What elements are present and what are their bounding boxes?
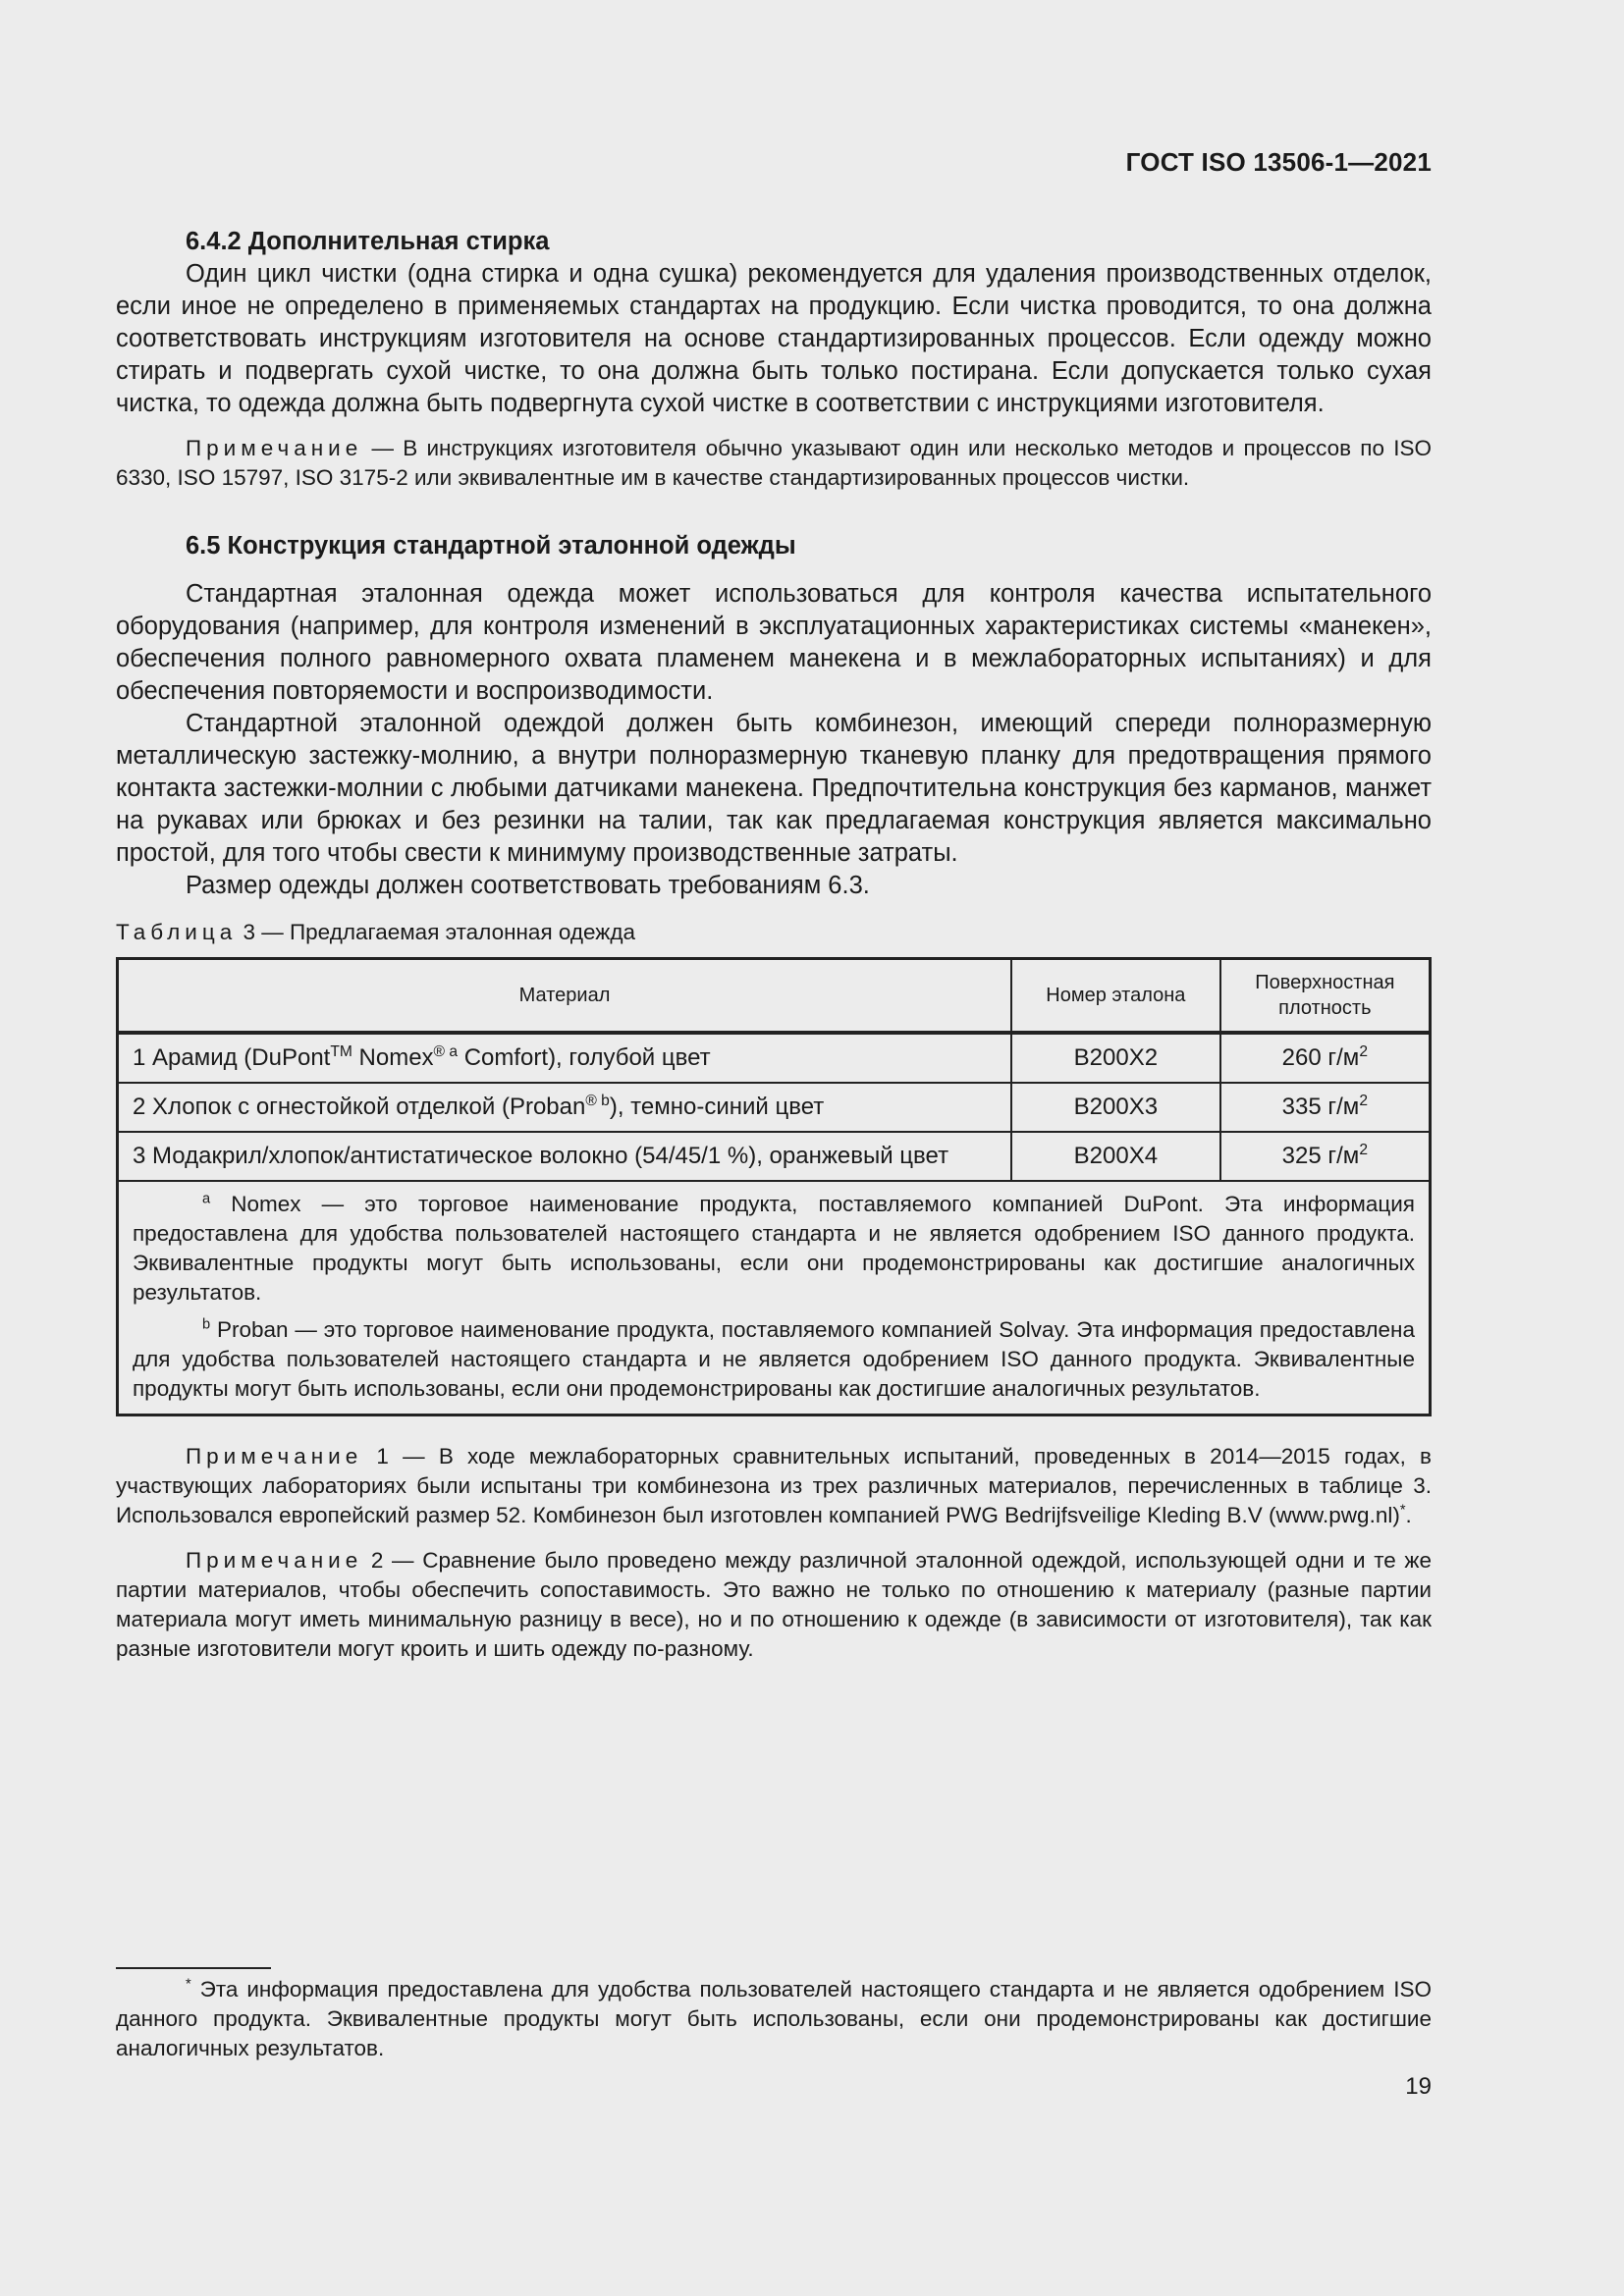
column-header-density: Поверхностная плотность <box>1220 959 1431 1034</box>
code-cell: B200X4 <box>1011 1132 1220 1181</box>
density-cell: 335 $г/м^2$ <box>1220 1083 1431 1132</box>
footnote-separator <box>116 1967 271 1969</box>
document-code: ГОСТ ISO 13506-1—2021 <box>1125 147 1432 177</box>
table-footnote-b: $^b$ Proban — это торговое наименование продукта, поставляемого компанией Solvay. Эта информация предоставлена для удобства пользователей настоящего стандарта и не является одобрением ISO данного продукта. Эквивалентные продукты могут быть использованы, если они продемонстрированы как достигшие аналогичных результатов. <box>133 1316 1415 1401</box>
section-6-5-paragraph-2: Стандартной эталонной одеждой должен быть комбинезон, имеющий спереди полноразмерную металлическую застежку-молнию, а внутри полноразмерную тканевую планку для предотвращения прямого контакта застежки-молнии с любыми датчиками манекена. Предпочтительна конструкция без карманов, манжет на рукавах или брюках и без резинки на талии, так как предлагаемая конструкция является максимально простой, для того чтобы свести к минимуму производственные затраты. <box>116 710 1432 867</box>
table-caption-label: Таблица <box>116 920 238 944</box>
note-text: — В инструкциях изготовителя обычно указывают один или несколько методов и процессов по ISO 6330, ISO 15797, ISO 3175-2 или эквивалентные им в качестве стандартизированных процессов чистки. <box>116 436 1432 490</box>
section-6-5-paragraph-1: Стандартная эталонная одежда может использоваться для контроля качества испытательного оборудования (например, для контроля изменений в эксплуатационных характеристиках системы «манекен», обеспечения полного равномерного охвата пламенем манекена и в межлабораторных испытаниях) и для обеспечения повторяемости и воспроизводимости. <box>116 580 1432 705</box>
material-cell: 3 Модакрил/хлопок/антистатическое волокно (54/45/1 %), оранжевый цвет <box>118 1132 1012 1181</box>
note-label: Примечание <box>186 436 363 460</box>
document-page <box>116 0 1432 2296</box>
table-footnote-a: $^a$ Nomex — это торговое наименование продукта, поставляемого компанией DuPont. Эта информация предоставлена для удобства пользователей настоящего стандарта и не является одобрением ISO данного продукта. Эквивалентные продукты могут быть использованы, если они продемонстрированы как достигшие аналогичных результатов. <box>133 1191 1415 1305</box>
table-row <box>118 1132 1431 1181</box>
section-6-5-paragraph-3: Размер одежды должен соответствовать требованиям 6.3. <box>186 872 870 899</box>
column-header-material: Материал <box>118 959 1012 1034</box>
table-footnotes-row <box>118 1181 1431 1415</box>
column-header-code: Номер эталона <box>1011 959 1220 1034</box>
section-6-4-2-paragraph: Один цикл чистки (одна стирка и одна сушка) рекомендуется для удаления производственных отделок, если иное не определено в применяемых стандартах на продукцию. Если чистка проводится, то она должна соответствовать инструкциям изготовителя на основе стандартизированных процессов. Если одежду можно стирать и подвергать сухой чистке, то она должна быть только постирана. Если допускается только сухая чистка, то одежда должна быть подвергнута сухой чистке в соответствии с инструкциями изготовителя. <box>116 260 1432 417</box>
note-1: Примечание 1 — В ходе межлабораторных сравнительных испытаний, проведенных в 2014—2015 годах, в участвующих лабораториях были испытаны три комбинезона из трех различных материалов, перечисленных в таблице 3. Использовался европейский размер 52. Комбинезон был изготовлен компанией PWG Bedrijfsveilige Kleding B.V (www.pwg.nl)*. <box>116 1444 1432 1527</box>
note-6-4-2 <box>116 434 1432 493</box>
section-6-4-2-heading: 6.4.2 Дополнительная стирка <box>186 228 550 255</box>
note-2: Примечание 2 — Сравнение было проведено между различной эталонной одеждой, использующей одни и те же партии материалов, чтобы обеспечить сопоставимость. Это важно не только по отношению к материалу (разные партии материала могут иметь минимальную разницу в весе), но и по отношению к одежде (в зависимости от изготовителя), так как разные изготовители могут кроить и шить одежду по-разному. <box>116 1548 1432 1661</box>
table-row <box>118 1033 1431 1083</box>
table-footnotes <box>118 1181 1431 1415</box>
material-cell: 1 Арамид (DuPont™ Nomex$^{® a}$ Comfort), голубой цвет <box>118 1033 1012 1083</box>
code-cell: B200X2 <box>1011 1033 1220 1083</box>
reference-garment-table <box>116 957 1432 1416</box>
table-header-row <box>118 959 1431 1034</box>
density-cell: 325 $г/м^2$ <box>1220 1132 1431 1181</box>
page-number: 19 <box>1405 2073 1432 2100</box>
page-footnote: * Эта информация предоставлена для удобства пользователей настоящего стандарта и не является одобрением ISO данного продукта. Эквивалентные продукты могут быть использованы, если они продемонстрированы как достигшие аналогичных результатов. <box>116 1976 1432 2060</box>
code-cell: B200X3 <box>1011 1083 1220 1132</box>
table-caption <box>116 918 1432 947</box>
section-6-5-heading: 6.5 Конструкция стандартной эталонной одежды <box>186 532 796 560</box>
main-content <box>116 226 1432 1664</box>
material-cell: 2 Хлопок с огнестойкой отделкой (Proban$^{® b}$), темно-синий цвет <box>118 1083 1012 1132</box>
table-caption-text: 3 — Предлагаемая эталонная одежда <box>237 920 635 944</box>
table-row <box>118 1083 1431 1132</box>
density-cell: 260 $г/м^2$ <box>1220 1033 1431 1083</box>
